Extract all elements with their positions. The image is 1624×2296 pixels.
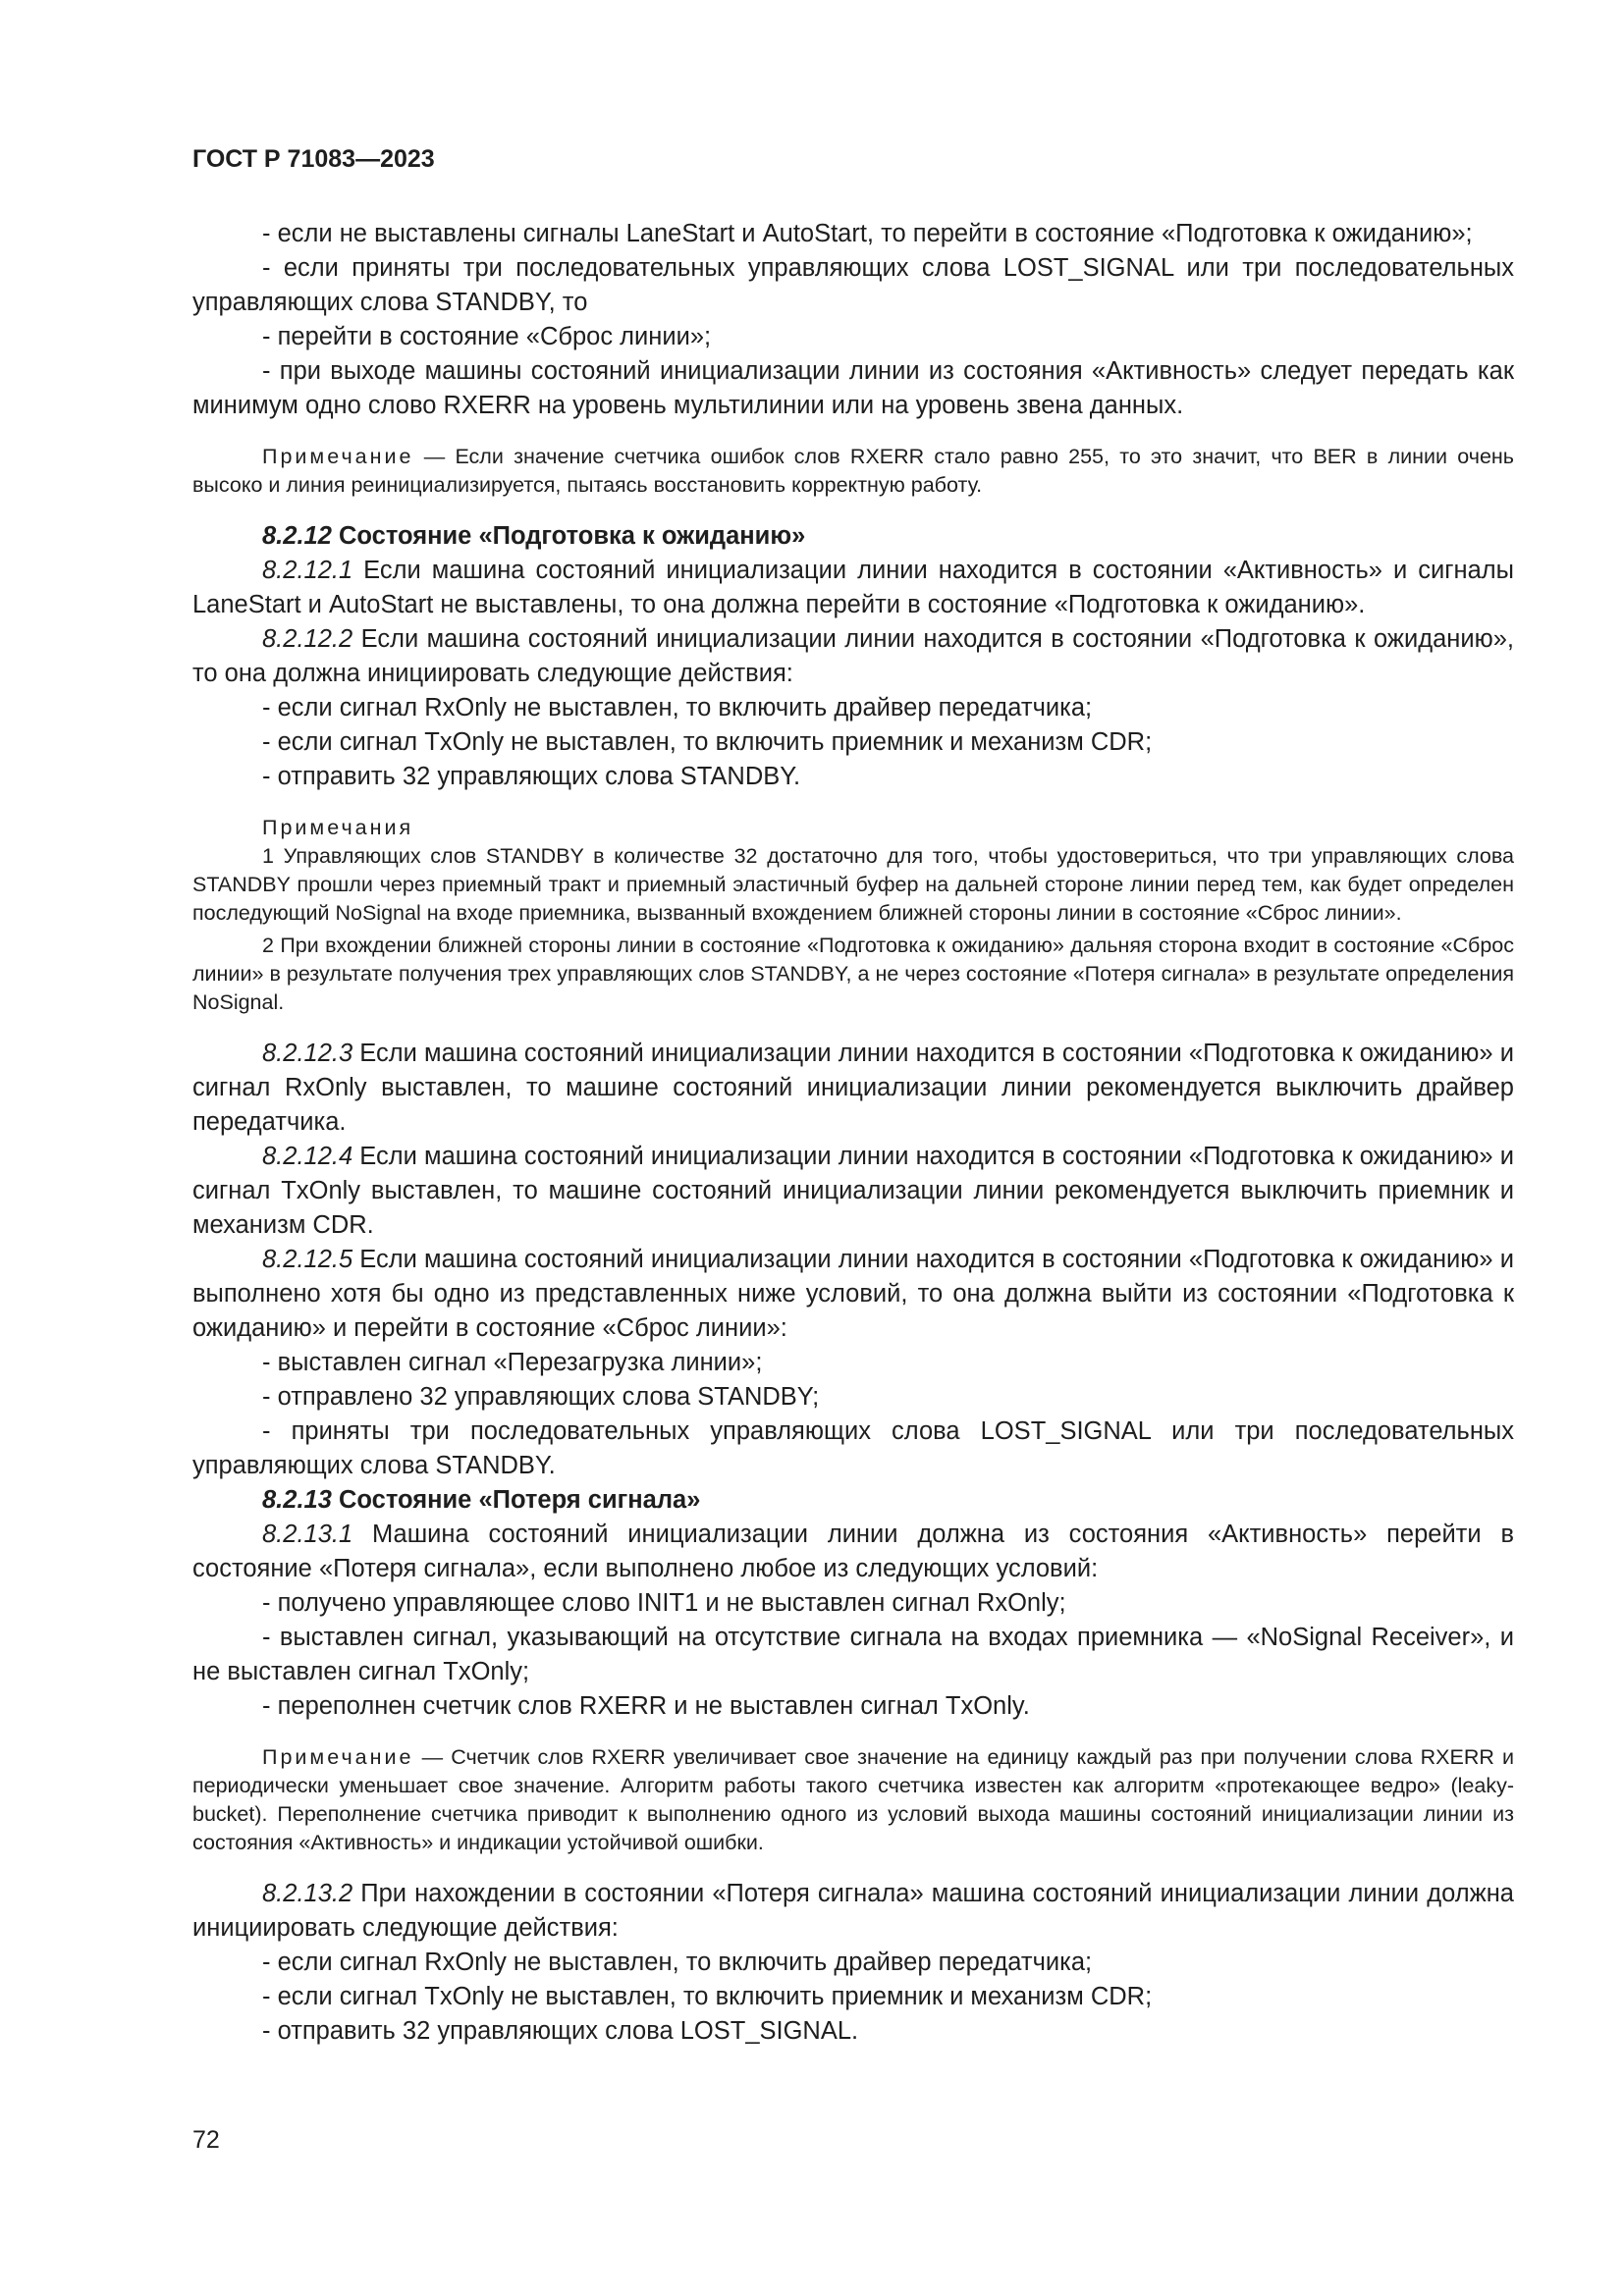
note-text: — Счетчик слов RXERR увеличивает свое значение на единицу каждый раз при получении слова RXERR и периодически уменьшает свое значение. Алгоритм работы такого счетчика известен как алгоритм «протекающее ведро» (leaky-bucket). Переполнение счетчика приводит к выполнению одного из условий выхода машины состояний инициализации линии из состояния «Активность» и индикации устойчивой ошибки. [192, 1745, 1514, 1854]
list-item: - отправлено 32 управляющих слова STANDBY; [262, 1383, 820, 1411]
clause-text: Если машина состояний инициализации линии находится в состоянии «Подготовка к ожиданию» и сигнал TxOnly выставлен, то машине состояний инициализации линии рекомендуется выключить приемник и механизм CDR. [192, 1143, 1514, 1239]
section-heading-8-2-12 [192, 519, 1514, 554]
clause-8-2-13-2 [192, 1877, 1514, 1946]
note-3 [192, 1743, 1514, 1857]
list-item: - отправить 32 управляющих слова STANDBY. [262, 763, 801, 790]
clause-number: 8.2.13.2 [262, 1880, 353, 1907]
notes-label: Примечания [262, 816, 414, 839]
clause-number: 8.2.12.5 [262, 1246, 353, 1273]
clause-text: Если машина состояний инициализации линии находится в состоянии «Подготовка к ожиданию», то она должна инициировать следующие действия: [192, 625, 1514, 687]
section-title: Состояние «Потеря сигнала» [331, 1486, 701, 1514]
clause-number: 8.2.12.3 [262, 1040, 353, 1067]
clause-8-2-12-2 [192, 622, 1514, 691]
section-number: 8.2.13 [262, 1486, 332, 1514]
list-item: - приняты три последовательных управляющих слова LOST_SIGNAL или три последовательных управляющих слова STANDBY. [192, 1417, 1514, 1479]
list-item: - при выходе машины состояний инициализации линии из состояния «Активность» следует передать как минимум одно слово RXERR на уровень мультилинии или на уровень звена данных. [192, 357, 1514, 419]
clause-text: Если машина состояний инициализации линии находится в состоянии «Подготовка к ожиданию» и сигнал RxOnly выставлен, то машине состояний инициализации линии рекомендуется выключить драйвер передатчика. [192, 1040, 1514, 1136]
clause-text: При нахождении в состоянии «Потеря сигнала» машина состояний инициализации линии должна инициировать следующие действия: [192, 1880, 1514, 1942]
clause-text: Если машина состояний инициализации линии находится в состоянии «Активность» и сигналы LaneStart и AutoStart не выставлены, то она должна перейти в состояние «Подготовка к ожиданию». [192, 557, 1514, 618]
clause-number: 8.2.13.1 [262, 1521, 353, 1548]
list-item: - выставлен сигнал, указывающий на отсутствие сигнала на входах приемника — «NoSignal Receiver», и не выставлен сигнал TxOnly; [192, 1624, 1514, 1685]
page-number: 72 [192, 2126, 220, 2154]
clause-text: Машина состояний инициализации линии должна из состояния «Активность» перейти в состояние «Потеря сигнала», если выполнено любое из следующих условий: [192, 1521, 1514, 1582]
list-item: - если сигнал RxOnly не выставлен, то включить драйвер передатчика; [262, 1949, 1093, 1976]
clause-8-2-12-1 [192, 554, 1514, 622]
list-item: - если сигнал TxOnly не выставлен, то включить приемник и механизм CDR; [262, 1983, 1153, 2010]
list-item: - получено управляющее слово INIT1 и не выставлен сигнал RxOnly; [262, 1589, 1066, 1617]
note-2-2: 2 При вхождении ближней стороны линии в состояние «Подготовка к ожиданию» дальняя сторона входит в состояние «Сброс линии» в результате получения трех управляющих слов STANDBY, а не через состояние «Потеря сигнала» в результате определения NoSignal. [192, 934, 1514, 1014]
note-label: Примечание [262, 1745, 414, 1769]
clause-number: 8.2.12.1 [262, 557, 353, 584]
clause-8-2-12-5 [192, 1243, 1514, 1346]
list-item: - если сигнал RxOnly не выставлен, то включить драйвер передатчика; [262, 694, 1093, 721]
document-header: ГОСТ Р 71083—2023 [192, 145, 435, 173]
clause-number: 8.2.12.2 [262, 625, 353, 653]
clause-8-2-12-3 [192, 1037, 1514, 1140]
document-page [192, 145, 1514, 2049]
list-item: - если сигнал TxOnly не выставлен, то включить приемник и механизм CDR; [262, 728, 1153, 756]
clause-number: 8.2.12.4 [262, 1143, 353, 1170]
clause-8-2-12-4 [192, 1140, 1514, 1243]
clause-8-2-13-1 [192, 1518, 1514, 1586]
note-1 [192, 443, 1514, 500]
list-item: - отправить 32 управляющих слова LOST_SIGNAL. [262, 2017, 859, 2045]
list-item: - если приняты три последовательных управляющих слова LOST_SIGNAL или три последовательных управляющих слова STANDBY, то [192, 254, 1514, 316]
section-title: Состояние «Подготовка к ожиданию» [331, 522, 806, 550]
section-heading-8-2-13 [192, 1483, 1514, 1518]
note-2-1: 1 Управляющих слов STANDBY в количестве 32 достаточно для того, чтобы удостовериться, что три управляющих слова STANDBY прошли через приемный тракт и приемный эластичный буфер на дальней стороне линии перед тем, как будет определен последующий NoSignal на входе приемника, вызванный вхождением ближней стороны линии в состояние «Сброс линии». [192, 844, 1514, 925]
section-number: 8.2.12 [262, 522, 332, 550]
list-item: - перейти в состояние «Сброс линии»; [262, 323, 712, 350]
list-item: - переполнен счетчик слов RXERR и не выставлен сигнал TxOnly. [262, 1692, 1030, 1720]
note-text: — Если значение счетчика ошибок слов RXERR стало равно 255, то это значит, что BER в линии очень высоко и линия реинициализируется, пытаясь восстановить корректную работу. [192, 445, 1514, 497]
note-label: Примечание [262, 445, 414, 468]
list-item: - если не выставлены сигналы LaneStart и AutoStart, то перейти в состояние «Подготовка к ожиданию»; [262, 220, 1473, 247]
clause-text: Если машина состояний инициализации линии находится в состоянии «Подготовка к ожиданию» и выполнено хотя бы одно из представленных ниже условий, то она должна выйти из состоянии «Подготовка к ожиданию» и перейти в состояние «Сброс линии»: [192, 1246, 1514, 1342]
list-item: - выставлен сигнал «Перезагрузка линии»; [262, 1349, 763, 1376]
